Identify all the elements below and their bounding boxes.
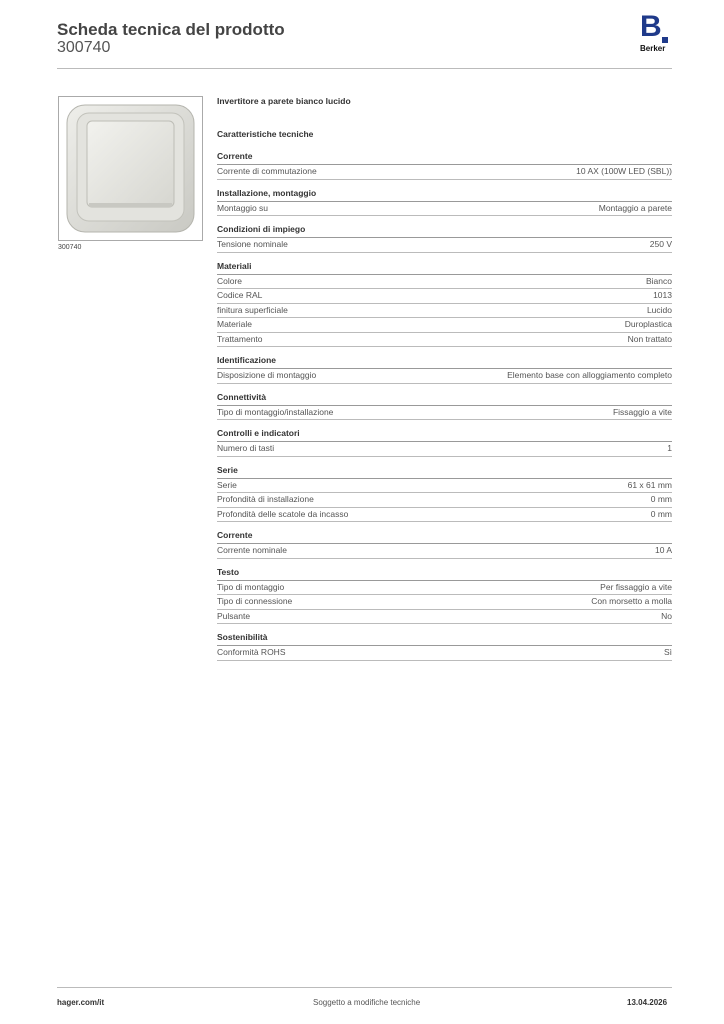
- spec-label: Tipo di montaggio/installazione: [217, 406, 334, 417]
- spec-label: Tipo di connessione: [217, 596, 293, 606]
- product-number: 300740: [57, 39, 111, 56]
- spec-value: Fissaggio a vite: [612, 406, 672, 417]
- spec-value: Sì: [663, 647, 672, 657]
- spec-value: Bianco: [646, 275, 672, 286]
- image-caption: 300740: [58, 244, 82, 251]
- footer-note: Soggetto a modifiche tecniche: [313, 998, 421, 1007]
- spec-value: Non trattato: [627, 333, 672, 344]
- spec-section: [217, 457, 672, 523]
- spec-label: Montaggio su: [217, 202, 269, 213]
- spec-label: Corrente nominale: [217, 545, 287, 555]
- section-title: Condizioni di impiego: [217, 216, 672, 238]
- spec-value: Per fissaggio a vite: [600, 581, 672, 592]
- spec-row: [217, 275, 672, 290]
- header-divider: [57, 68, 672, 69]
- spec-value: 1: [667, 443, 672, 453]
- spec-row: [217, 479, 672, 494]
- spec-row: [217, 369, 672, 384]
- spec-section: [217, 420, 672, 457]
- spec-row: [217, 544, 672, 559]
- spec-section: [217, 347, 672, 384]
- spec-section: [217, 384, 672, 421]
- spec-label: Corrente di commutazione: [217, 166, 317, 176]
- spec-label: Numero di tasti: [217, 443, 275, 453]
- logo-brand: Berker: [640, 44, 666, 53]
- spec-value: 10 A: [654, 545, 672, 555]
- section-title: Corrente: [217, 522, 672, 544]
- spec-value: Con morsetto a molla: [591, 596, 672, 606]
- section-title: Controlli e indicatori: [217, 420, 672, 442]
- logo-dot: [662, 37, 668, 43]
- footer-date: 13.04.2026: [627, 998, 668, 1007]
- spec-row: [217, 318, 672, 333]
- berker-logo: [638, 10, 676, 54]
- section-title: Sostenibilità: [217, 624, 672, 646]
- spec-section: [217, 143, 672, 180]
- spec-content: [217, 96, 672, 661]
- spec-value: Lucido: [646, 304, 672, 315]
- spec-section: [217, 216, 672, 253]
- spec-label: Serie: [217, 479, 237, 490]
- spec-value: Elemento base con alloggiamento completo: [507, 370, 672, 380]
- spec-value: 10 AX (100W LED (SBL)): [576, 166, 672, 176]
- spec-label: finitura superficiale: [217, 304, 288, 315]
- spec-value: No: [661, 610, 672, 621]
- spec-row: [217, 289, 672, 304]
- spec-label: Disposizione di montaggio: [217, 370, 317, 380]
- spec-value: 250 V: [649, 239, 672, 249]
- spec-label: Colore: [217, 275, 243, 286]
- spec-row: [217, 581, 672, 596]
- spec-label: Materiale: [217, 319, 252, 329]
- spec-label: Profondità delle scatole da incasso: [217, 508, 349, 519]
- spec-value: 61 x 61 mm: [627, 479, 672, 490]
- section-title: Identificazione: [217, 347, 672, 369]
- spec-value: Montaggio a parete: [598, 202, 672, 213]
- spec-label: Codice RAL: [217, 290, 263, 300]
- spec-value: 0 mm: [650, 494, 672, 504]
- spec-row: [217, 202, 672, 217]
- section-title: Installazione, montaggio: [217, 180, 672, 202]
- switch-illustration: [59, 97, 202, 240]
- spec-label: Pulsante: [217, 610, 251, 621]
- footer-website[interactable]: hager.com/it: [57, 998, 105, 1007]
- section-title: Testo: [217, 559, 672, 581]
- spec-row: [217, 406, 672, 421]
- spec-row: [217, 646, 672, 661]
- spec-section: [217, 624, 672, 661]
- spec-value: Duroplastica: [624, 319, 672, 329]
- spec-label: Profondità di installazione: [217, 494, 314, 504]
- spec-row: [217, 304, 672, 319]
- specs-heading: Caratteristiche tecniche: [217, 129, 314, 139]
- spec-label: Conformità ROHS: [217, 647, 286, 657]
- section-title: Serie: [217, 457, 672, 479]
- spec-row: [217, 508, 672, 523]
- footer-divider: [57, 987, 672, 988]
- section-title: Connettività: [217, 384, 672, 406]
- spec-value: 1013: [653, 290, 672, 300]
- spec-value: 0 mm: [650, 508, 672, 519]
- section-title: Corrente: [217, 143, 672, 165]
- spec-sections: [217, 143, 672, 661]
- spec-section: [217, 522, 672, 559]
- spec-row: [217, 238, 672, 253]
- spec-label: Tipo di montaggio: [217, 581, 285, 592]
- product-name: Invertitore a parete bianco lucido: [217, 96, 351, 106]
- spec-section: [217, 559, 672, 625]
- spec-row: [217, 610, 672, 625]
- spec-label: Tensione nominale: [217, 239, 288, 249]
- spec-section: [217, 180, 672, 217]
- spec-row: [217, 595, 672, 610]
- spec-row: [217, 493, 672, 508]
- spec-row: [217, 333, 672, 348]
- logo-letter: B: [640, 10, 662, 43]
- spec-label: Trattamento: [217, 333, 263, 344]
- page-title: Scheda tecnica del prodotto: [57, 20, 285, 39]
- product-image: [58, 96, 203, 241]
- spec-row: [217, 165, 672, 180]
- spec-row: [217, 442, 672, 457]
- spec-section: [217, 253, 672, 348]
- section-title: Materiali: [217, 253, 672, 275]
